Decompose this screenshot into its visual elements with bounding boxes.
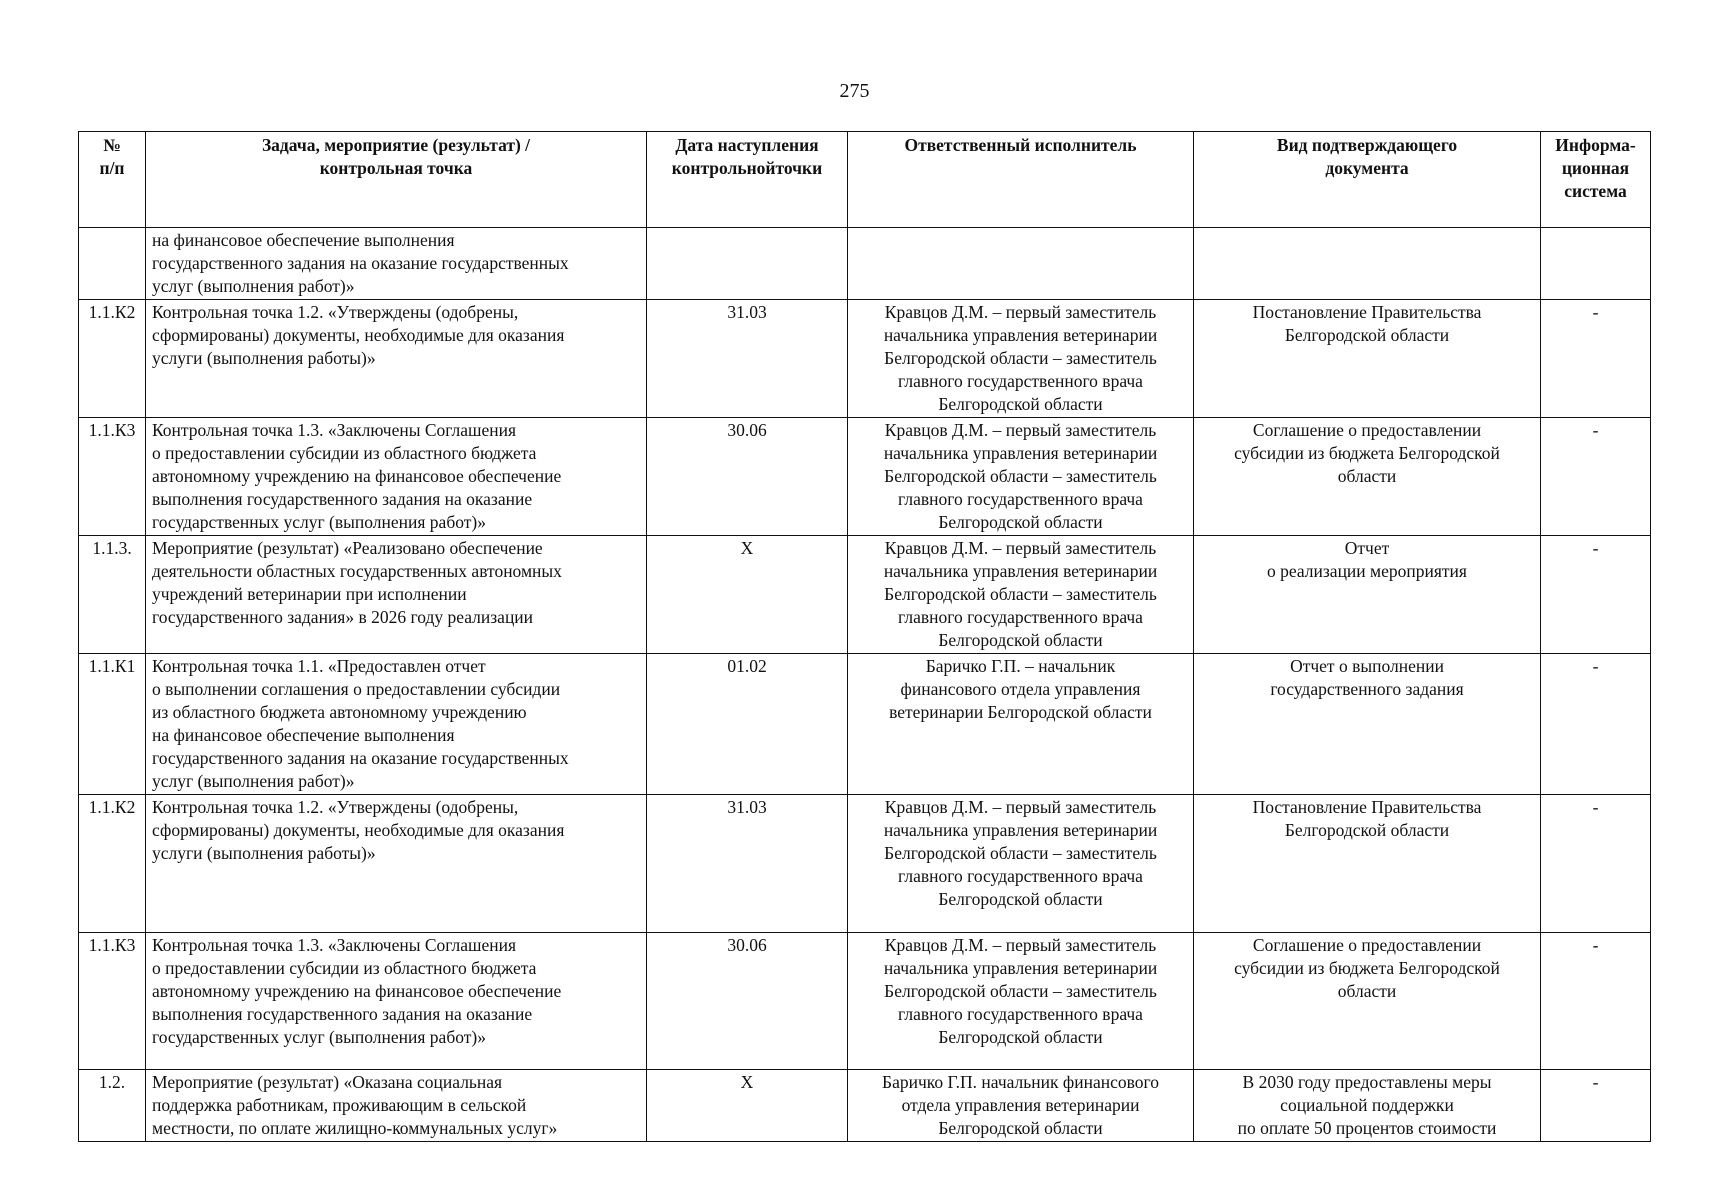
row-number: 1.1.К1 xyxy=(79,654,146,795)
row-document: Отчет о реализации мероприятия xyxy=(1194,536,1541,654)
row-responsible xyxy=(848,228,1194,300)
table-row xyxy=(79,300,1651,418)
table-row xyxy=(79,536,1651,654)
header-date: Дата наступления контрольнойточки xyxy=(647,132,848,228)
table-row xyxy=(79,1070,1651,1142)
row-info-system: - xyxy=(1541,536,1651,654)
row-responsible: Кравцов Д.М. – первый заместитель начальника управления ветеринарии Белгородской области – заместитель главного государственного врача Белгородской области xyxy=(848,418,1194,536)
row-task: Мероприятие (результат) «Оказана социальная поддержка работникам, проживающим в сельской местности, по оплате жилищно-коммунальных услуг» xyxy=(146,1070,647,1142)
row-number: 1.1.К2 xyxy=(79,795,146,933)
table-row xyxy=(79,228,1651,300)
row-info-system: - xyxy=(1541,933,1651,1070)
row-number: 1.1.3. xyxy=(79,536,146,654)
row-responsible: Баричко Г.П. – начальник финансового отдела управления ветеринарии Белгородской области xyxy=(848,654,1194,795)
row-number: 1.1.К3 xyxy=(79,933,146,1070)
row-responsible: Баричко Г.П. начальник финансового отдела управления ветеринарии Белгородской области xyxy=(848,1070,1194,1142)
row-date: 30.06 xyxy=(647,418,848,536)
header-document: Вид подтверждающего документа xyxy=(1194,132,1541,228)
row-task: Мероприятие (результат) «Реализовано обеспечение деятельности областных государственных автономных учреждений ветеринарии при исполнении государственного задания» в 2026 году реализации xyxy=(146,536,647,654)
row-info-system: - xyxy=(1541,418,1651,536)
row-document: В 2030 году предоставлены меры социальной поддержки по оплате 50 процентов стоимости xyxy=(1194,1070,1541,1142)
row-task: Контрольная точка 1.2. «Утверждены (одобрены, сформированы) документы, необходимые для оказания услуги (выполнения работы)» xyxy=(146,795,647,933)
row-responsible: Кравцов Д.М. – первый заместитель начальника управления ветеринарии Белгородской области – заместитель главного государственного врача Белгородской области xyxy=(848,300,1194,418)
row-info-system: - xyxy=(1541,300,1651,418)
row-task: на финансовое обеспечение выполнения государственного задания на оказание государственных услуг (выполнения работ)» xyxy=(146,228,647,300)
row-date: Х xyxy=(647,536,848,654)
table-row xyxy=(79,418,1651,536)
row-info-system: - xyxy=(1541,654,1651,795)
table-row xyxy=(79,795,1651,933)
header-info-system: Информа- ционная система xyxy=(1541,132,1651,228)
row-task: Контрольная точка 1.3. «Заключены Соглашения о предоставлении субсидии из областного бюджета автономному учреждению на финансовое обеспечение выполнения государственного задания на оказание государственных услуг (выполнения работ)» xyxy=(146,418,647,536)
header-number: № п/п xyxy=(79,132,146,228)
row-date: Х xyxy=(647,1070,848,1142)
header-responsible: Ответственный исполнитель xyxy=(848,132,1194,228)
row-task: Контрольная точка 1.2. «Утверждены (одобрены, сформированы) документы, необходимые для оказания услуги (выполнения работы)» xyxy=(146,300,647,418)
row-document: Соглашение о предоставлении субсидии из бюджета Белгородской области xyxy=(1194,933,1541,1070)
row-task: Контрольная точка 1.1. «Предоставлен отчет о выполнении соглашения о предоставлении субсидии из областного бюджета автономному учреждению на финансовое обеспечение выполнения государственного задания на оказание государственных услуг (выполнения работ)» xyxy=(146,654,647,795)
row-document: Постановление Правительства Белгородской области xyxy=(1194,795,1541,933)
row-number: 1.1.К2 xyxy=(79,300,146,418)
row-number xyxy=(79,228,146,300)
row-task: Контрольная точка 1.3. «Заключены Соглашения о предоставлении субсидии из областного бюджета автономному учреждению на финансовое обеспечение выполнения государственного задания на оказание государственных услуг (выполнения работ)» xyxy=(146,933,647,1070)
row-date: 31.03 xyxy=(647,795,848,933)
plan-table xyxy=(78,131,1651,1142)
row-info-system xyxy=(1541,228,1651,300)
row-responsible: Кравцов Д.М. – первый заместитель начальника управления ветеринарии Белгородской области – заместитель главного государственного врача Белгородской области xyxy=(848,536,1194,654)
row-number: 1.1.К3 xyxy=(79,418,146,536)
row-info-system: - xyxy=(1541,795,1651,933)
row-info-system: - xyxy=(1541,1070,1651,1142)
row-number: 1.2. xyxy=(79,1070,146,1142)
header-task: Задача, мероприятие (результат) / контрольная точка xyxy=(146,132,647,228)
row-document: Соглашение о предоставлении субсидии из бюджета Белгородской области xyxy=(1194,418,1541,536)
table-row xyxy=(79,654,1651,795)
row-responsible: Кравцов Д.М. – первый заместитель начальника управления ветеринарии Белгородской области – заместитель главного государственного врача Белгородской области xyxy=(848,795,1194,933)
page-number: 275 xyxy=(839,80,870,102)
row-responsible: Кравцов Д.М. – первый заместитель начальника управления ветеринарии Белгородской области – заместитель главного государственного врача Белгородской области xyxy=(848,933,1194,1070)
table-header-row xyxy=(79,132,1651,228)
row-date: 31.03 xyxy=(647,300,848,418)
table-row xyxy=(79,933,1651,1070)
row-date: 01.02 xyxy=(647,654,848,795)
row-date xyxy=(647,228,848,300)
row-document xyxy=(1194,228,1541,300)
row-document: Постановление Правительства Белгородской области xyxy=(1194,300,1541,418)
row-document: Отчет о выполнении государственного задания xyxy=(1194,654,1541,795)
row-date: 30.06 xyxy=(647,933,848,1070)
